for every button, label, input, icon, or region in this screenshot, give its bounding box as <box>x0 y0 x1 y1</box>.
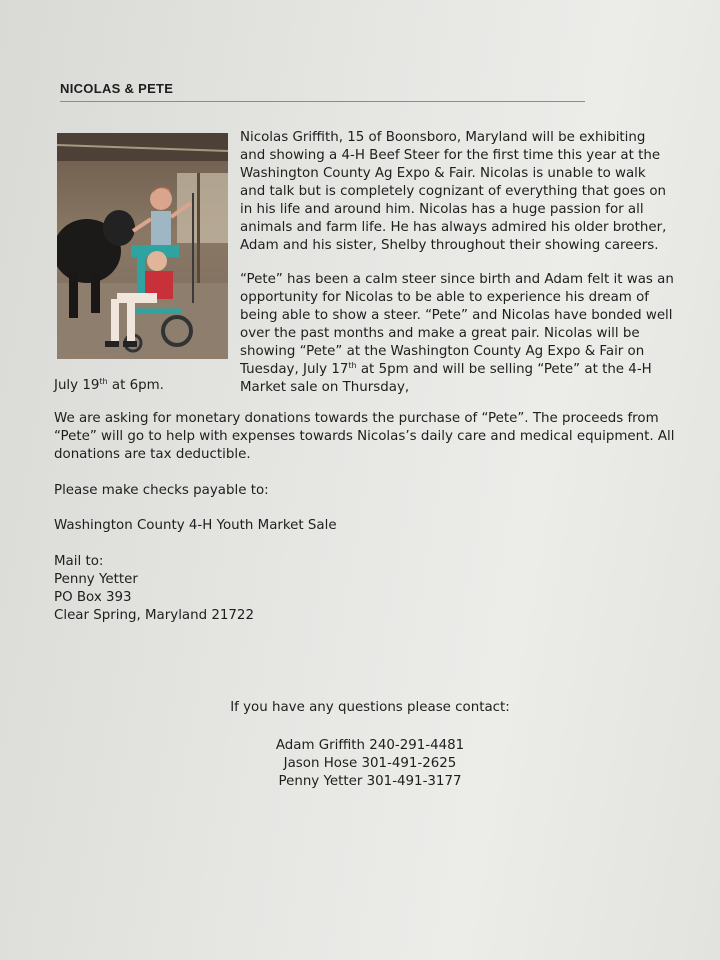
pete-paragraph-part1: “Pete” has been a calm steer since birth and Adam felt it was an opportunity for Nicolas to be able to experience his dream of being able to show a steer. “Pete” and Nicolas have bonded well over the past months and make a great pair. Nicolas will be showing “Pete” at the Washington County Ag Expo & Fair on Tuesday, July 17 <box>240 272 674 377</box>
checks-label: Please make checks payable to: <box>54 483 269 498</box>
mailing-address <box>54 553 254 625</box>
pete-paragraph-part2: at 5pm and will be selling “Pete” at the 4-H Market sale on Thursday, <box>240 362 652 395</box>
contact-item: Penny Yetter 301-491-3177 <box>278 774 462 789</box>
contact-list <box>0 737 720 791</box>
mail-recipient: Penny Yetter <box>54 572 138 587</box>
ordinal-suffix: th <box>348 361 357 370</box>
photo-nicolas-and-pete <box>57 133 228 359</box>
ordinal-suffix: th <box>99 377 108 386</box>
pete-paragraph-tail-part1: July 19 <box>54 378 100 393</box>
contact-item: Adam Griffith 240-291-4481 <box>275 738 465 753</box>
mail-label: Mail to: <box>54 554 104 569</box>
mail-city: Clear Spring, Maryland 21722 <box>54 608 254 623</box>
page-title: NICOLAS & PETE <box>60 81 174 96</box>
payee-name: Washington County 4-H Youth Market Sale <box>54 518 337 533</box>
questions-label: If you have any questions please contact: <box>230 700 510 715</box>
pete-paragraph-tail-part2: at 6pm. <box>107 378 164 393</box>
pete-paragraph-tail <box>54 377 674 395</box>
intro-paragraph: Nicolas Griffith, 15 of Boonsboro, Maryland will be exhibiting and showing a 4-H Beef Steer for the first time this year at the Washington County Ag Expo & Fair. Nicolas is unable to walk and talk but is completely cognizant of everything that goes on in his life and around him. Nicolas has a huge passion for all animals and farm life. He has always admired his older brother, Adam and his sister, Shelby throughout their showing careers. <box>240 130 667 253</box>
contact-item: Jason Hose 301-491-2625 <box>283 756 457 771</box>
donations-paragraph: We are asking for monetary donations towards the purchase of “Pete”. The proceeds from “Pete” will go to help with expenses towards Nicolas’s daily care and medical equipment. All donations are tax deductible. <box>54 411 675 462</box>
mail-po-box: PO Box 393 <box>54 590 132 605</box>
title-divider <box>60 101 585 102</box>
